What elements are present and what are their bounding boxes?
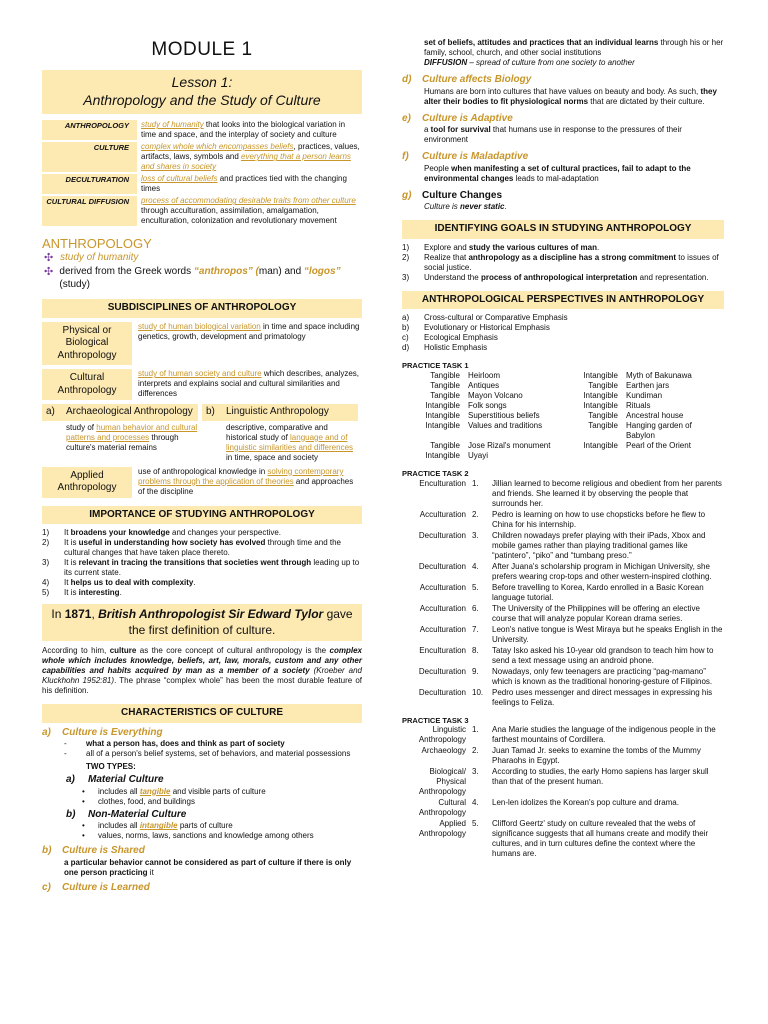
- characteristic-title: f) Culture is Maladaptive: [402, 151, 529, 162]
- item-number: 3.: [472, 530, 479, 540]
- list-item: 2) It is useful in understanding how society has evolved through time and the cultural changes that have taken place thereto.: [42, 538, 341, 558]
- anthropology-heading: ANTHROPOLOGY: [42, 236, 152, 252]
- item-cell: [622, 451, 718, 461]
- item-number: 8.: [472, 645, 479, 655]
- list-item: 5) It is interesting.: [42, 588, 122, 598]
- item-text: Tatay Isko asked his 10-year old grandson to teach him how to send a text message using an android phone.: [492, 645, 714, 665]
- answer-label: Deculturation: [418, 561, 466, 571]
- item-number: 1.: [472, 725, 479, 735]
- item-number: 3.: [472, 767, 479, 777]
- left-column: [42, 0, 362, 894]
- answer-cell: Tangible: [588, 411, 618, 421]
- def-key: complex whole which encompasses beliefs: [141, 142, 294, 152]
- answer-cell: Tangible: [588, 421, 618, 431]
- task-row: [402, 767, 724, 797]
- answer-cell: Tangible: [430, 381, 460, 391]
- lesson-title: Anthropology and the Study of Culture: [83, 91, 321, 108]
- answer-cell: Tangible: [430, 441, 460, 451]
- answer-cell: Intangible: [425, 421, 460, 431]
- item-number: 6.: [472, 603, 479, 613]
- task-row: [402, 510, 724, 530]
- subdiscipline-pair: a) Archaeological Anthropology study of human behavior and cultural patterns and processes through culture's material remains b) Linguistic Anthropology descriptive, comparative and historical study of language and of linguistic similarities and differences in time, space and society: [42, 404, 362, 463]
- task-row: [402, 725, 724, 745]
- item-text: Leon's native tongue is West Miraya but he speaks English in the University.: [492, 624, 723, 644]
- characteristic-desc: Humans are born into cultures that have values on beauty and body. As such, they alter their bodies to fit physiological norms that are dictated by their culture.: [424, 86, 717, 106]
- characteristics-heading: CHARACTERISTICS OF CULTURE: [42, 704, 362, 723]
- item-cell: Earthen jars: [626, 381, 670, 391]
- item-cell: Heirloom: [468, 371, 501, 381]
- subdisciplines-heading: SUBDISCIPLINES OF ANTHROPOLOGY: [42, 299, 362, 318]
- answer-cell: Intangible: [583, 371, 618, 381]
- goals-list: [402, 243, 724, 283]
- answer-cell: Tangible: [588, 381, 618, 391]
- subdiscipline-row: Physical or Biological Anthropology study of human biological variation in time and space including genetics, growth, development and primatology: [42, 322, 362, 366]
- arrow-icon: ✣: [44, 252, 54, 265]
- characteristic-title: a) Culture is Everything: [42, 726, 163, 738]
- right-column: [402, 0, 724, 860]
- item-number: 9.: [472, 666, 479, 676]
- answer-cell: Intangible: [425, 451, 460, 461]
- answer-cell: Intangible: [583, 441, 618, 451]
- two-types-label: TWO TYPES:: [86, 762, 136, 772]
- list-item: 3) Understand the process of anthropological interpretation and representation.: [402, 272, 709, 282]
- item-cell: Hanging garden of Babylon: [626, 421, 692, 441]
- perspectives-heading: ANTHROPOLOGICAL PERSPECTIVES IN ANTHROPOLOGY: [402, 291, 724, 310]
- task-row: [402, 688, 724, 708]
- module-title: MODULE 1: [151, 39, 253, 60]
- characteristic-desc: a particular behavior cannot be considered as part of culture if there is only one person practicing it: [64, 857, 352, 877]
- subdiscipline-row: Applied Anthropology use of anthropological knowledge in solving contemporary problems through the application of theories and approaches of the discipline: [42, 467, 362, 498]
- goals-heading: IDENTIFYING GOALS IN STUDYING ANTHROPOLOGY: [402, 220, 724, 239]
- practice-task-3-title: PRACTICE TASK 3: [402, 715, 469, 725]
- answer-cell: Intangible: [583, 391, 618, 401]
- subdiscipline-name: Cultural Anthropology: [42, 369, 132, 400]
- task-row: [402, 583, 724, 603]
- answer-label: Enculturation: [419, 478, 466, 488]
- table-row: [402, 451, 718, 461]
- item-number: 5.: [472, 582, 479, 592]
- item-cell: Values and traditions: [468, 421, 543, 431]
- item-cell: Antiques: [468, 381, 500, 391]
- item-cell: Mayon Volcano: [468, 391, 523, 401]
- def-term: DECULTURATION: [42, 174, 137, 194]
- list-item: - all of a person's belief systems, set of behaviors, and material possessions: [64, 749, 351, 759]
- answer-label: Deculturation: [418, 687, 466, 697]
- answer-label: Acculturation: [419, 509, 466, 519]
- answer-label: Cultural Anthropology: [418, 798, 466, 818]
- item-number: 7.: [472, 624, 479, 634]
- item-number: 5.: [472, 819, 479, 829]
- task-row: [402, 819, 724, 859]
- type-title: a) Material Culture: [66, 774, 164, 786]
- def-row: DECULTURATION loss of cultural beliefs and practices tied with the changing times: [42, 174, 362, 194]
- answer-cell: Tangible: [430, 371, 460, 381]
- lesson-banner: [42, 70, 362, 114]
- answer-label: Applied Anthropology: [418, 819, 466, 839]
- item-number: 10.: [472, 687, 484, 697]
- practice-task-1-title: PRACTICE TASK 1: [402, 361, 469, 370]
- list-item: • includes all tangible and visible parts of culture: [82, 786, 266, 796]
- list-item: ✣ study of humanity: [44, 252, 139, 265]
- definitions: [42, 120, 362, 226]
- table-row: [402, 381, 718, 391]
- task-row: [402, 746, 724, 766]
- def-row: ANTHROPOLOGY study of humanity that looks into the biological variation in time and space, and the interplay of society and culture: [42, 120, 362, 140]
- characteristic-desc: People when manifesting a set of cultural practices, fail to adapt to the environmental changes leads to mal-adaptation: [424, 163, 691, 183]
- task-row: [402, 479, 724, 509]
- item-cell: Uyayi: [468, 451, 489, 461]
- subdiscipline-name: Linguistic Anthropology: [226, 406, 329, 418]
- table-row: [402, 391, 718, 401]
- item-cell: Rituals: [626, 401, 651, 411]
- item-text: The University of the Philippines will be offering an elective course that will analyze popular Korean drama series.: [492, 603, 700, 623]
- item-text: Clifford Geertz' study on culture revealed that the webs of significance suggests that all humans create and modify their cultures, and in turn cultures define the context where the humans are.: [492, 819, 709, 859]
- list-item: b) Evolutionary or Historical Emphasis: [402, 323, 550, 332]
- characteristic-title: g) Culture Changes: [402, 189, 503, 201]
- tylor-paragraph: According to him, culture as the core concept of cultural anthropology is the complex whole which includes knowledge, beliefs, art, law, morals, custom and any other capabilities and habits acquired by man as a member of a society (Kroeber and Kluckhohn 1952:81). The phrase “complex whole” has been the most durable feature of his definition.: [42, 646, 362, 696]
- practice-task-2-list: [402, 479, 724, 708]
- perspectives-list: [402, 313, 724, 353]
- list-item: d) Holistic Emphasis: [402, 343, 488, 352]
- tylor-callout: In 1871, British Anthropologist Sir Edward Tylor gave the first definition of culture.: [42, 604, 362, 641]
- item-number: 4.: [472, 561, 479, 571]
- task-row: [402, 667, 724, 687]
- def-row: CULTURE complex whole which encompasses beliefs, practices, values, artifacts, laws, symbols and everything that a person learns and shares in society: [42, 142, 362, 172]
- table-row: [402, 401, 718, 411]
- item-cell: Jose Rizal's monument: [468, 441, 551, 451]
- item-number: 1.: [472, 478, 479, 488]
- table-row: [402, 371, 718, 381]
- subdiscipline-row: Cultural Anthropology study of human society and culture which describes, analyzes, interprets and explains social and cultural similarities and differences: [42, 369, 362, 400]
- task-row: [402, 646, 724, 666]
- task-row: [402, 798, 724, 818]
- item-text: After Juana's scholarship program in Michigan University, she prefers wearing crop-tops and other western-inspired clothing.: [492, 561, 712, 581]
- subdiscipline-name: Applied Anthropology: [42, 467, 132, 498]
- item-cell: Myth of Bakunawa: [626, 371, 692, 381]
- practice-task-1-table: [402, 371, 718, 461]
- item-cell: Superstitious beliefs: [468, 411, 540, 421]
- list-item: 4) It helps us to deal with complexity.: [42, 578, 196, 588]
- answer-label: Acculturation: [419, 603, 466, 613]
- list-item: • values, norms, laws, sanctions and knowledge among others: [82, 831, 314, 841]
- table-row: [402, 421, 718, 441]
- answer-label: Enculturation: [419, 645, 466, 655]
- diffusion-note: DIFFUSION – spread of culture from one society to another: [424, 58, 635, 67]
- item-text: Nowadays, only few teenagers are practicing “pag-mamano” which is known as the traditional honoring-gesture of Filipinos.: [492, 666, 713, 686]
- characteristic-title: d) Culture affects Biology: [402, 74, 532, 85]
- list-item: 3) It is relevant in tracing the transitions that societies went through leading up to its current state.: [42, 558, 360, 578]
- subdiscipline-name: Physical or Biological Anthropology: [42, 322, 132, 366]
- practice-task-3-list: [402, 725, 724, 859]
- def-term: CULTURAL DIFFUSION: [42, 196, 137, 226]
- item-text: Pedro uses messenger and direct messages in expressing his feelings to Feliza.: [492, 687, 713, 707]
- item-cell: Kundiman: [626, 391, 663, 401]
- task-row: [402, 604, 724, 624]
- task-row: [402, 562, 724, 582]
- arrow-icon: ✣: [44, 266, 54, 279]
- def-key: study of humanity: [141, 120, 204, 130]
- answer-cell: Intangible: [425, 411, 460, 421]
- list-item: ✣ derived from the Greek words “anthropos” (man) and “logos” (study): [44, 266, 341, 290]
- type-title: b) Non-Material Culture: [66, 808, 187, 820]
- item-number: 2.: [472, 746, 479, 756]
- item-text: Children nowadays prefer playing with their iPads, Xbox and mobile games rather than playing traditional games like “patintero”, “piko” and “tumbang preso.”: [492, 530, 706, 560]
- item-text: Ana Marie studies the language of the indigenous people in the farthest mountains of Cordillera.: [492, 725, 716, 745]
- def-row: CULTURAL DIFFUSION process of accommodating desirable traits from other culture through acculturation, assimilation, amalgamation, enculturation, colonization and revolutionary movement: [42, 196, 362, 226]
- def-term: CULTURE: [42, 142, 137, 172]
- item-cell: Folk songs: [468, 401, 507, 411]
- answer-cell: Intangible: [425, 401, 460, 411]
- characteristic-desc: a tool for survival that humans use in response to the pressures of their environment: [424, 125, 682, 144]
- item-text: Len-len idolizes the Korean's pop culture and drama.: [492, 798, 679, 808]
- item-text: According to studies, the early Homo sapiens has larger skull than that of the present human.: [492, 767, 709, 787]
- table-row: [402, 441, 718, 451]
- importance-list: [42, 528, 362, 598]
- list-item: 1) It broadens your knowledge and changes your perspective.: [42, 528, 281, 538]
- characteristic-title: e) Culture is Adaptive: [402, 112, 513, 124]
- item-number: 2.: [472, 509, 479, 519]
- list-item: 1) Explore and study the various cultures of man.: [402, 242, 600, 252]
- item-text: Pedro is learning on how to use chopsticks before he flew to China for his internship.: [492, 509, 706, 529]
- characteristic-desc: set of beliefs, attitudes and practices that an individual learns through his or her family, school, church, and other social institutions: [424, 38, 724, 57]
- list-item: c) Ecological Emphasis: [402, 333, 498, 342]
- def-key: loss of cultural beliefs: [141, 174, 218, 184]
- importance-heading: IMPORTANCE OF STUDYING ANTHROPOLOGY: [42, 506, 362, 525]
- lesson-number: Lesson 1:: [171, 73, 233, 90]
- answer-label: Deculturation: [418, 530, 466, 540]
- answer-label: Deculturation: [418, 666, 466, 676]
- item-text: Jillian learned to become religious and obedient from her parents and friends. She learned it by observing the people that surrounds her.: [492, 478, 722, 508]
- answer-label: Archaeology: [421, 746, 466, 756]
- task-row: [402, 531, 724, 561]
- answer-cell: [560, 451, 622, 461]
- item-text: Before travelling to Korea, Kardo enrolled in a Basic Korean language tutorial.: [492, 582, 704, 602]
- def-term: ANTHROPOLOGY: [42, 120, 137, 140]
- table-row: [402, 411, 718, 421]
- answer-cell: Intangible: [583, 401, 618, 411]
- list-item: • includes all intangible parts of culture: [82, 821, 233, 831]
- list-item: 2) Realize that anthropology as a discipline has a strong commitment to issues of social justice.: [402, 252, 719, 272]
- item-cell: Pearl of the Orient: [626, 441, 691, 451]
- characteristic-title: c) Culture is Learned: [42, 881, 150, 893]
- item-number: 4.: [472, 798, 479, 808]
- practice-task-2-title: PRACTICE TASK 2: [402, 469, 469, 479]
- characteristic-title: b) Culture is Shared: [42, 845, 145, 857]
- characteristic-desc: Culture is never static.: [424, 202, 507, 211]
- answer-label: Linguistic Anthropology: [418, 725, 466, 745]
- list-item: a) Cross-cultural or Comparative Emphasis: [402, 313, 568, 322]
- answer-label: Biological/ Physical Anthropology: [418, 767, 466, 797]
- subdiscipline-name: Archaeological Anthropology: [66, 406, 193, 418]
- item-text: Juan Tamad Jr. seeks to examine the tombs of the Mummy Pharaohs in Egypt.: [492, 746, 701, 766]
- answer-cell: Tangible: [430, 391, 460, 401]
- answer-label: Acculturation: [419, 624, 466, 634]
- task-row: [402, 625, 724, 645]
- list-item: - what a person has, does and think as part of society: [64, 739, 285, 749]
- item-cell: Ancestral house: [626, 411, 684, 421]
- list-item: • clothes, food, and buildings: [82, 796, 195, 806]
- answer-label: Acculturation: [419, 582, 466, 592]
- def-key: process of accommodating desirable traits from other culture: [141, 196, 356, 206]
